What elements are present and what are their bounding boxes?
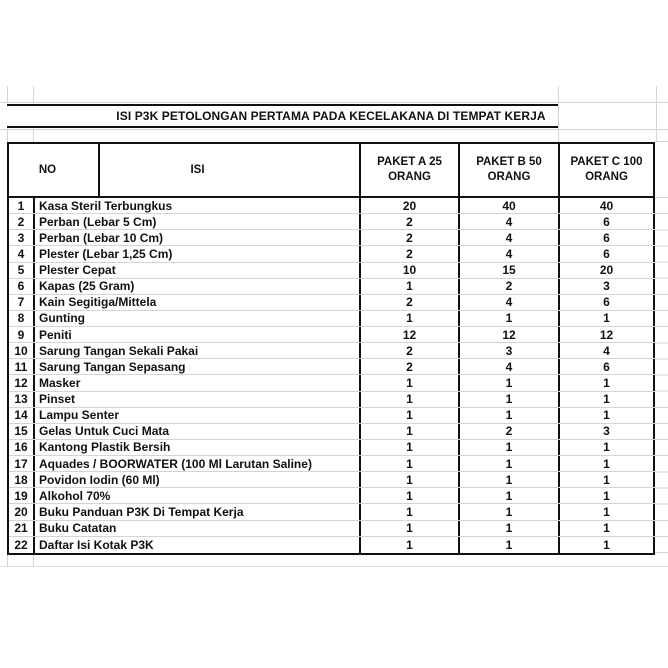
cell-no: 21: [9, 521, 35, 536]
table-row: [9, 440, 655, 456]
cell-no: 18: [9, 472, 35, 487]
cell-no: 16: [9, 440, 35, 455]
header-no: NO: [9, 144, 100, 196]
header-isi: ISI: [100, 144, 361, 196]
cell-paket-b: 1: [460, 375, 560, 390]
cell-paket-b: 1: [460, 456, 560, 471]
cell-no: 6: [9, 279, 35, 294]
cell-no: 2: [9, 214, 35, 229]
cell-paket-a: 1: [361, 537, 460, 553]
cell-isi: Daftar Isi Kotak P3K: [35, 537, 361, 553]
cell-paket-c: 1: [560, 488, 655, 503]
cell-no: 7: [9, 295, 35, 310]
cell-paket-b: 1: [460, 488, 560, 503]
cell-isi: Kapas (25 Gram): [35, 279, 361, 294]
cell-paket-c: 6: [560, 359, 655, 374]
cell-paket-b: 12: [460, 327, 560, 342]
cell-isi: Lampu Senter: [35, 408, 361, 423]
cell-paket-a: 2: [361, 230, 460, 245]
cell-paket-c: 1: [560, 408, 655, 423]
cell-paket-b: 4: [460, 359, 560, 374]
cell-isi: Sarung Tangan Sepasang: [35, 359, 361, 374]
cell-paket-b: 1: [460, 521, 560, 536]
table-row: [9, 488, 655, 504]
cell-no: 8: [9, 311, 35, 326]
cell-paket-b: 1: [460, 408, 560, 423]
cell-isi: Gelas Untuk Cuci Mata: [35, 424, 361, 439]
cell-paket-a: 1: [361, 488, 460, 503]
cell-paket-a: 1: [361, 504, 460, 519]
table-row: [9, 472, 655, 488]
cell-paket-a: 1: [361, 472, 460, 487]
table-header-row: [7, 142, 655, 198]
cell-paket-c: 40: [560, 198, 655, 213]
cell-paket-a: 1: [361, 311, 460, 326]
cell-no: 20: [9, 504, 35, 519]
cell-paket-a: 2: [361, 214, 460, 229]
cell-paket-b: 4: [460, 214, 560, 229]
cell-paket-a: 1: [361, 375, 460, 390]
cell-isi: Kain Segitiga/Mittela: [35, 295, 361, 310]
cell-paket-b: 2: [460, 424, 560, 439]
table-row: [9, 327, 655, 343]
cell-paket-c: 12: [560, 327, 655, 342]
cell-paket-b: 1: [460, 472, 560, 487]
cell-paket-c: 6: [560, 214, 655, 229]
table-row: [9, 214, 655, 230]
cell-paket-c: 1: [560, 440, 655, 455]
cell-no: 14: [9, 408, 35, 423]
cell-paket-c: 6: [560, 295, 655, 310]
cell-paket-c: 1: [560, 311, 655, 326]
cell-paket-c: 1: [560, 472, 655, 487]
cell-paket-a: 1: [361, 456, 460, 471]
cell-isi: Aquades / BOORWATER (100 Ml Larutan Saline): [35, 456, 361, 471]
cell-no: 12: [9, 375, 35, 390]
cell-paket-a: 1: [361, 521, 460, 536]
cell-isi: Masker: [35, 375, 361, 390]
cell-paket-a: 2: [361, 343, 460, 358]
cell-paket-b: 4: [460, 230, 560, 245]
cell-paket-c: 1: [560, 392, 655, 407]
table-row: [9, 456, 655, 472]
table-row: [9, 295, 655, 311]
cell-paket-a: 1: [361, 424, 460, 439]
cell-no: 15: [9, 424, 35, 439]
table-row: [9, 230, 655, 246]
cell-isi: Perban (Lebar 10 Cm): [35, 230, 361, 245]
cell-no: 4: [9, 246, 35, 261]
gridline: [7, 129, 8, 142]
cell-paket-b: 4: [460, 295, 560, 310]
page-title: ISI P3K PETOLONGAN PERTAMA PADA KECELAKANA DI TEMPAT KERJA: [116, 109, 546, 123]
table-row: [9, 311, 655, 327]
cell-isi: Pinset: [35, 392, 361, 407]
cell-no: 9: [9, 327, 35, 342]
cell-no: 10: [9, 343, 35, 358]
cell-isi: Peniti: [35, 327, 361, 342]
cell-paket-a: 12: [361, 327, 460, 342]
cell-paket-a: 10: [361, 263, 460, 278]
cell-no: 13: [9, 392, 35, 407]
gridline: [0, 566, 668, 567]
header-paket-a: PAKET A 25 ORANG: [361, 144, 460, 196]
cell-no: 19: [9, 488, 35, 503]
cell-paket-b: 15: [460, 263, 560, 278]
cell-paket-c: 1: [560, 537, 655, 553]
cell-paket-c: 20: [560, 263, 655, 278]
cell-no: 5: [9, 263, 35, 278]
cell-paket-a: 1: [361, 408, 460, 423]
cell-paket-a: 2: [361, 246, 460, 261]
gridline: [655, 141, 668, 142]
cell-paket-a: 2: [361, 359, 460, 374]
cell-paket-c: 1: [560, 456, 655, 471]
table-row: [9, 392, 655, 408]
cell-isi: Kantong Plastik Bersih: [35, 440, 361, 455]
cell-paket-a: 1: [361, 279, 460, 294]
cell-isi: Povidon Iodin (60 Ml): [35, 472, 361, 487]
table-row: [9, 279, 655, 295]
cell-isi: Gunting: [35, 311, 361, 326]
table-row: [9, 246, 655, 262]
cell-isi: Perban (Lebar 5 Cm): [35, 214, 361, 229]
cell-paket-c: 1: [560, 504, 655, 519]
header-paket-b: PAKET B 50 ORANG: [460, 144, 560, 196]
table-row: [9, 198, 655, 214]
gridline: [656, 86, 657, 142]
table-body: [7, 198, 655, 555]
table-row: [9, 375, 655, 391]
cell-paket-c: 1: [560, 375, 655, 390]
cell-paket-b: 2: [460, 279, 560, 294]
table-row: [9, 343, 655, 359]
cell-paket-a: 1: [361, 392, 460, 407]
cell-paket-b: 1: [460, 504, 560, 519]
gridline: [33, 129, 34, 142]
table-row: [9, 521, 655, 537]
cell-isi: Sarung Tangan Sekali Pakai: [35, 343, 361, 358]
cell-paket-c: 6: [560, 246, 655, 261]
cell-no: 1: [9, 198, 35, 213]
cell-paket-b: 1: [460, 311, 560, 326]
cell-paket-b: 4: [460, 246, 560, 261]
cell-no: 3: [9, 230, 35, 245]
header-paket-c: PAKET C 100 ORANG: [560, 144, 655, 196]
cell-paket-c: 3: [560, 424, 655, 439]
cell-paket-b: 3: [460, 343, 560, 358]
cell-isi: Alkohol 70%: [35, 488, 361, 503]
cell-paket-a: 1: [361, 440, 460, 455]
cell-no: 17: [9, 456, 35, 471]
cell-paket-a: 2: [361, 295, 460, 310]
gridline: [33, 555, 34, 566]
gridline: [7, 555, 8, 566]
cell-isi: Buku Panduan P3K Di Tempat Kerja: [35, 504, 361, 519]
gridline-strip: [655, 198, 668, 554]
table-row: [9, 263, 655, 279]
cell-paket-b: 1: [460, 392, 560, 407]
cell-paket-c: 6: [560, 230, 655, 245]
cell-isi: Plester Cepat: [35, 263, 361, 278]
table-row: [9, 408, 655, 424]
cell-paket-c: 4: [560, 343, 655, 358]
cell-paket-c: 3: [560, 279, 655, 294]
cell-isi: Kasa Steril Terbungkus: [35, 198, 361, 213]
gridline: [0, 102, 668, 103]
table-row: [9, 359, 655, 375]
table-row: [9, 424, 655, 440]
cell-paket-b: 40: [460, 198, 560, 213]
table-row: [9, 537, 655, 553]
cell-no: 11: [9, 359, 35, 374]
gridline: [0, 129, 668, 130]
cell-paket-b: 1: [460, 440, 560, 455]
table-row: [9, 504, 655, 520]
cell-isi: Plester (Lebar 1,25 Cm): [35, 246, 361, 261]
gridline: [7, 86, 8, 103]
cell-isi: Buku Catatan: [35, 521, 361, 536]
cell-no: 22: [9, 537, 35, 553]
cell-paket-a: 20: [361, 198, 460, 213]
gridline: [33, 86, 34, 103]
cell-paket-b: 1: [460, 537, 560, 553]
cell-paket-c: 1: [560, 521, 655, 536]
